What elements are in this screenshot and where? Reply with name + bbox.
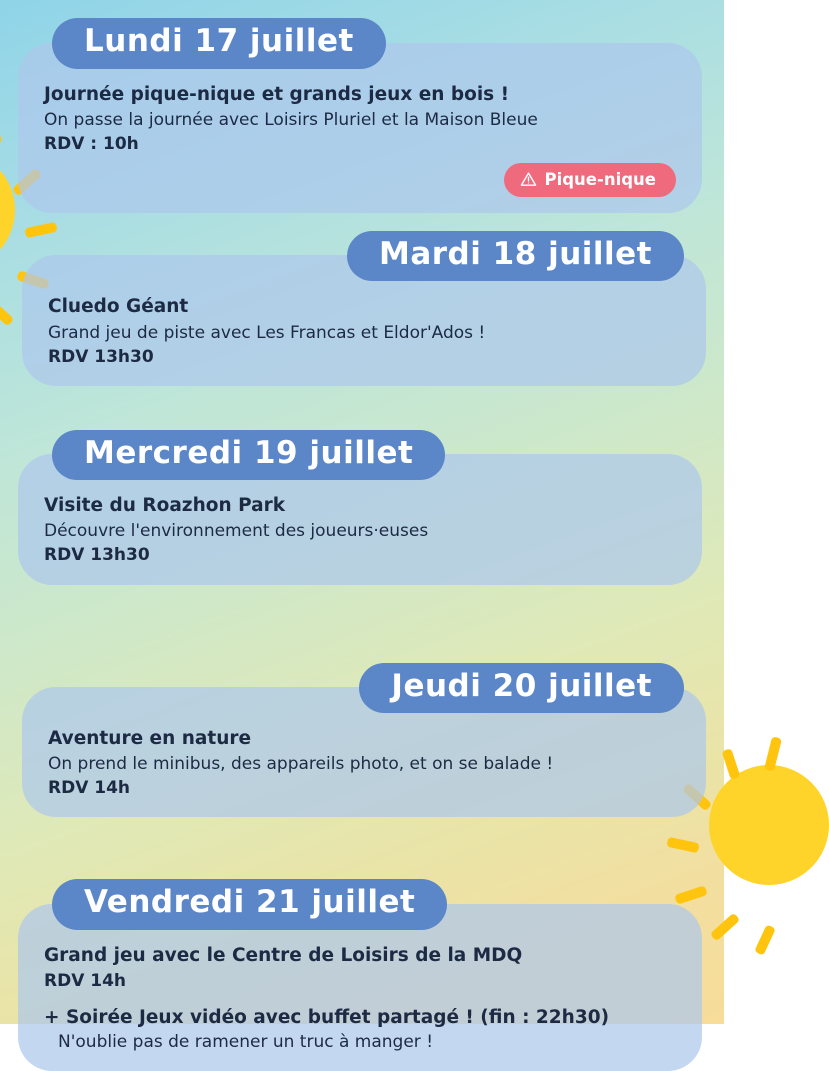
badge-row-monday [44,163,676,197]
day-extra-headline-friday: + Soirée Jeux vidéo avec buffet partagé ! (fin : 22h30) [44,1007,610,1029]
day-headline-monday: Journée pique-nique et grands jeux en bois ! [44,83,510,105]
day-entry-monday [0,18,724,213]
warning-triangle-icon [520,171,537,188]
sun-ray [764,736,782,771]
day-extra-subline-friday: N'oublie pas de ramener un truc à manger ! [58,1032,434,1053]
day-subline-wednesday: Découvre l'environnement des joueurs·euses [44,521,429,542]
day-rdv-tuesday: RDV 13h30 [48,346,154,367]
day-title-thursday: Jeudi 20 juillet [359,663,684,714]
day-entry-tuesday [0,231,724,386]
day-rdv-thursday: RDV 14h [48,778,131,799]
status-badge-label: Pique-nique [544,169,656,189]
day-rdv-monday: RDV : 10h [44,133,139,154]
sun-core-icon [709,765,829,885]
day-title-monday: Lundi 17 juillet [52,18,386,69]
day-title-friday: Vendredi 21 juillet [52,879,447,930]
sun-ray [722,748,741,780]
day-headline-friday: Grand jeu avec le Centre de Loisirs de la MDQ [44,944,523,966]
day-entry-friday [0,879,724,1071]
day-headline-thursday: Aventure en nature [48,728,252,750]
day-title-wednesday: Mercredi 19 juillet [52,430,445,481]
day-headline-wednesday: Visite du Roazhon Park [44,495,286,517]
day-rdv-friday: RDV 14h [44,971,127,992]
day-subline-thursday: On prend le minibus, des appareils photo, et on se balade ! [48,754,554,775]
sun-ray [754,924,776,955]
day-title-tuesday: Mardi 18 juillet [347,231,684,282]
day-rdv-wednesday: RDV 13h30 [44,545,150,566]
day-headline-tuesday: Cluedo Géant [48,296,189,318]
status-badge-picnic [504,163,677,197]
day-entry-thursday [0,663,724,818]
day-subline-monday: On passe la journée avec Loisirs Pluriel et la Maison Bleue [44,109,538,130]
day-subline-tuesday: Grand jeu de piste avec Les Francas et Eldor'Ados ! [48,322,486,343]
day-entry-wednesday [0,430,724,585]
